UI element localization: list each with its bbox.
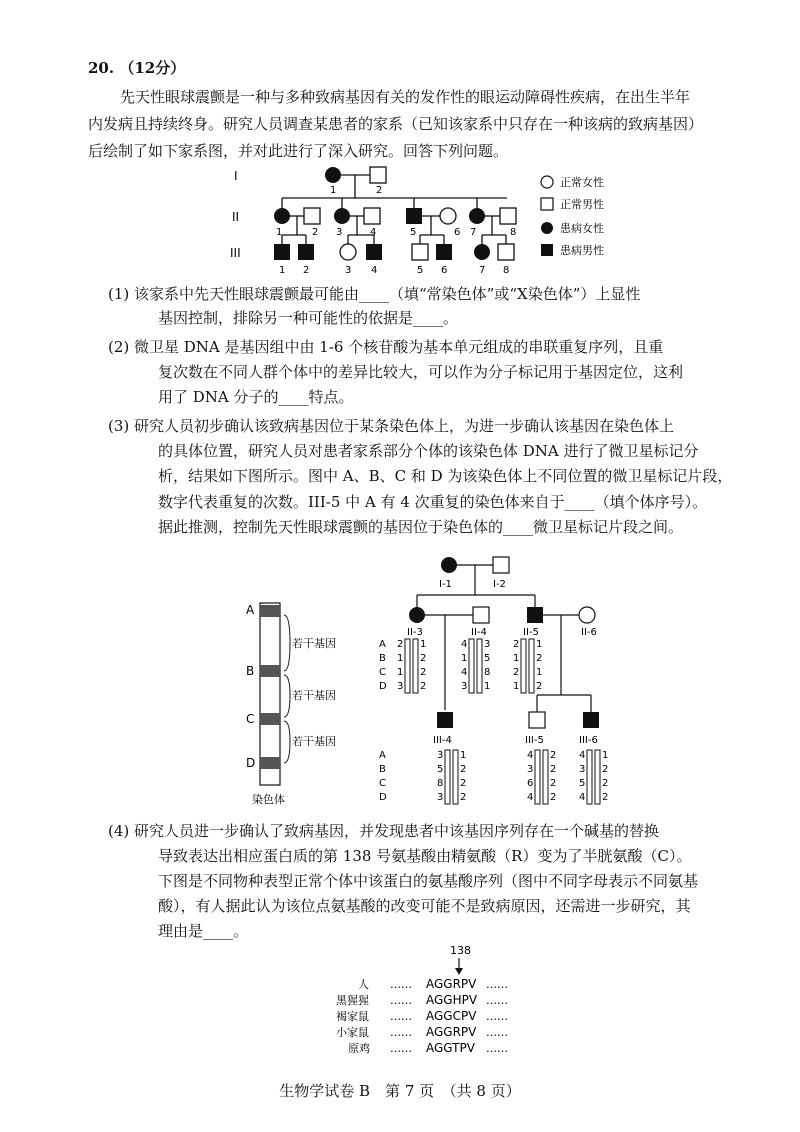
III-1-affected-male xyxy=(274,244,290,260)
III6-marker-A-right: 1 xyxy=(602,750,609,761)
II3-chromosome-bar-1 xyxy=(405,639,410,693)
III5-marker-B-right: 2 xyxy=(550,764,557,775)
gene-gap-label-1: 若干基因 xyxy=(292,637,336,650)
intro-line-2: 内发病且持续终身。研究人员调查某患者的家系（已知该家系中只存在一种该病的致病基因） xyxy=(88,115,704,133)
label-II-3: 3 xyxy=(336,227,343,238)
III-5-normal-male xyxy=(412,244,428,260)
II3-marker-D-left: 3 xyxy=(397,681,404,692)
legend-affected-female: 患病女性 xyxy=(560,222,604,235)
species-chicken: 原鸡 xyxy=(348,1042,370,1055)
label-III-8: 8 xyxy=(503,265,510,276)
gene-gap-label-3: 若干基因 xyxy=(292,735,336,748)
legend-affected-male: 患病男性 xyxy=(560,244,604,257)
legend-normal-male-symbol xyxy=(541,198,553,210)
label-III-6: 6 xyxy=(441,265,448,276)
II5-chromosome-bar-2 xyxy=(529,639,534,693)
III-5-normal-male-node xyxy=(529,712,545,728)
II5-marker-A-left: 2 xyxy=(513,639,520,650)
page-footer: 生物学试卷 B 第 7 页 （共 8 页） xyxy=(279,1082,521,1100)
q4-line-4: 酸），有人据此认为该位点氨基酸的改变可能不是致病原因，还需进一步研究，其 xyxy=(158,897,691,915)
I-1-affected-female-node xyxy=(441,557,457,573)
III5-chromosome-bar-1 xyxy=(535,750,540,804)
species-human: 人 xyxy=(358,978,369,991)
chromosome-diagram xyxy=(240,595,360,810)
label-III-5: 5 xyxy=(417,265,424,276)
chromosome-caption: 染色体 xyxy=(252,793,285,806)
label-III-5-node: III-5 xyxy=(525,735,544,746)
II4-marker-D-right: 1 xyxy=(484,681,491,692)
I-2-normal-male-node xyxy=(493,557,509,573)
q2-line-3: 用了 DNA 分子的____特点。 xyxy=(158,388,354,406)
gen-label-II: II xyxy=(232,210,240,224)
III4-marker-C-right: 2 xyxy=(460,778,467,789)
row-letter-C-bottom: C xyxy=(379,778,386,789)
II4-marker-D-left: 3 xyxy=(461,681,468,692)
label-I-2-node: I-2 xyxy=(493,579,506,590)
seq-human: AGGRPV xyxy=(426,977,477,991)
label-III-7: 7 xyxy=(479,265,486,276)
III6-marker-C-left: 5 xyxy=(579,778,586,789)
III-4-affected-male xyxy=(366,244,382,260)
II5-marker-D-right: 2 xyxy=(536,681,543,692)
q3-line-4: 数字代表重复的次数。III-5 中 A 有 4 次重复的染色体来自于____（填个体序号）。 xyxy=(158,493,708,511)
seq-mouse: AGGRPV xyxy=(426,1025,477,1039)
II5-marker-B-right: 2 xyxy=(536,653,543,664)
III5-marker-C-right: 2 xyxy=(550,778,557,789)
II5-marker-C-left: 2 xyxy=(513,667,520,678)
III5-marker-D-right: 2 xyxy=(550,792,557,803)
II-3-affected-female xyxy=(334,208,350,224)
II4-marker-A-left: 4 xyxy=(461,639,468,650)
II4-chromosome-bar-2 xyxy=(477,639,482,693)
II3-marker-A-left: 2 xyxy=(397,639,404,650)
marker-label-B: B xyxy=(246,664,255,678)
marker-B-band xyxy=(260,665,280,677)
dots-left-5: …… xyxy=(390,1042,412,1055)
q3-line-5: 据此推测，控制先天性眼球震颤的基因位于染色体的____微卫星标记片段之间。 xyxy=(158,518,684,536)
III4-marker-B-left: 5 xyxy=(437,764,444,775)
q4-line-3: 下图是不同物种表型正常个体中该蛋白的氨基酸序列（图中不同字母表示不同氨基 xyxy=(158,872,699,890)
label-III-2: 2 xyxy=(303,265,310,276)
dots-left-3: …… xyxy=(390,1010,412,1023)
III-4-affected-male-node xyxy=(437,712,453,728)
gen-label-I: I xyxy=(234,169,238,183)
intro-line-3: 后绘制了如下家系图，并对此进行了深入研究。回答下列问题。 xyxy=(88,142,509,160)
marker-label-C: C xyxy=(246,712,255,726)
seq-chimpanzee: AGGHPV xyxy=(426,993,478,1007)
legend-normal-male: 正常男性 xyxy=(560,198,604,211)
marker-D-band xyxy=(260,757,280,769)
III6-chromosome-bar-2 xyxy=(595,750,600,804)
q1-line-2: 基因控制，排除另一种可能性的依据是____。 xyxy=(158,309,459,327)
II4-marker-C-right: 8 xyxy=(484,667,491,678)
gene-gap-label-2: 若干基因 xyxy=(292,689,336,702)
dots-left-2: …… xyxy=(390,994,412,1007)
label-II-6-node: II-6 xyxy=(581,627,597,638)
seq-chicken: AGGTPV xyxy=(426,1041,475,1055)
q2-line-1: (2) 微卫星 DNA 是基因组中由 1-6 个核苷酸为基本单元组成的串联重复序列，且重 xyxy=(108,338,664,356)
label-III-1: 1 xyxy=(279,265,286,276)
II3-marker-A-right: 1 xyxy=(420,639,427,650)
question-number xyxy=(88,57,185,79)
III6-chromosome-bar-1 xyxy=(587,750,592,804)
II-4-normal-male xyxy=(364,208,380,224)
label-II-7: 7 xyxy=(470,227,477,238)
II-8-normal-male xyxy=(500,208,516,224)
II3-marker-B-left: 1 xyxy=(397,653,404,664)
dots-right-5: …… xyxy=(486,1042,508,1055)
III-2-affected-male xyxy=(298,244,314,260)
I-1-affected-female xyxy=(325,167,341,183)
II3-marker-C-right: 2 xyxy=(420,667,427,678)
dots-right-4: …… xyxy=(486,1026,508,1039)
III5-marker-A-left: 4 xyxy=(527,750,534,761)
label-II-6: 6 xyxy=(454,227,461,238)
q4-line-2: 导致表达出相应蛋白质的第 138 号氨基酸由精氨酸（R）变为了半胱氨酸（C）。 xyxy=(158,847,692,865)
III5-marker-B-left: 3 xyxy=(527,764,534,775)
II-5-affected-male-node xyxy=(527,607,543,623)
q4-line-1: (4) 研究人员进一步确认了致病基因，并发现患者中该基因序列存在一个碱基的替换 xyxy=(108,822,660,840)
position-138-label: 138 xyxy=(450,944,471,957)
label-II-5: 5 xyxy=(410,227,417,238)
II-3-affected-female-node xyxy=(409,607,425,623)
III5-marker-D-left: 4 xyxy=(527,792,534,803)
III4-marker-A-right: 1 xyxy=(460,750,467,761)
q2-line-2: 复次数在不同人群个体中的差异比较大，可以作为分子标记用于基因定位，这利 xyxy=(158,363,684,381)
II-7-affected-female xyxy=(469,208,485,224)
gen-label-III: III xyxy=(230,246,241,260)
II4-marker-B-right: 5 xyxy=(484,653,491,664)
II3-marker-B-right: 2 xyxy=(420,653,427,664)
III6-marker-B-right: 2 xyxy=(602,764,609,775)
III6-marker-D-left: 4 xyxy=(579,792,586,803)
II4-chromosome-bar-1 xyxy=(469,639,474,693)
row-letter-B-top: B xyxy=(379,653,386,664)
III5-marker-C-left: 6 xyxy=(527,778,534,789)
label-II-1: 1 xyxy=(276,227,283,238)
q3-line-3: 析，结果如下图所示。图中 A、B、C 和 D 为该染色体上不同位置的微卫星标记片段， xyxy=(158,467,733,485)
label-I-2: 2 xyxy=(376,185,383,196)
intro-line-1: 先天性眼球震颤是一种与多种致病基因有关的发作性的眼运动障碍性疾病，在出生半年 xyxy=(120,88,691,106)
II5-chromosome-bar-1 xyxy=(521,639,526,693)
seq-rat: AGGCPV xyxy=(426,1009,477,1023)
III6-marker-D-right: 2 xyxy=(602,792,609,803)
legend-normal-female: 正常女性 xyxy=(560,176,604,189)
species-chimpanzee: 黑猩猩 xyxy=(336,994,369,1007)
dots-right-3: …… xyxy=(486,1010,508,1023)
q1-line-1: (1) 该家系中先天性眼球震颤最可能由____（填“常染色体”或“X染色体”）上显性 xyxy=(108,285,641,303)
II4-marker-B-left: 1 xyxy=(461,653,468,664)
marker-A-band xyxy=(260,605,280,617)
III5-chromosome-bar-2 xyxy=(543,750,548,804)
II-6-normal-female xyxy=(440,208,456,224)
legend-affected-female-symbol xyxy=(541,222,553,234)
III-6-affected-male xyxy=(436,244,452,260)
label-III-6-node: III-6 xyxy=(579,735,598,746)
II4-marker-C-left: 4 xyxy=(461,667,468,678)
II4-marker-A-right: 3 xyxy=(484,639,491,650)
III4-marker-D-left: 3 xyxy=(437,792,444,803)
q3-line-1: (3) 研究人员初步确认该致病基因位于某条染色体上，为进一步确认该基因在染色体上 xyxy=(108,417,675,435)
III4-marker-C-left: 8 xyxy=(437,778,444,789)
label-I-1: 1 xyxy=(330,185,337,196)
II5-marker-C-right: 1 xyxy=(536,667,543,678)
dots-right-1: …… xyxy=(486,978,508,991)
sequence-alignment xyxy=(330,940,550,1060)
label-II-2: 2 xyxy=(312,227,319,238)
q4-line-5: 理由是____。 xyxy=(158,922,249,940)
dots-left-1: …… xyxy=(390,978,412,991)
pedigree-chart-1 xyxy=(220,160,640,280)
III4-chromosome-bar-1 xyxy=(445,750,450,804)
row-letter-A-bottom: A xyxy=(379,750,386,761)
II5-marker-D-left: 1 xyxy=(513,681,520,692)
label-I-1-node: I-1 xyxy=(439,579,452,590)
row-letter-A-top: A xyxy=(379,639,386,650)
II-4-normal-male-node xyxy=(473,607,489,623)
marker-label-D: D xyxy=(246,756,256,770)
label-II-8: 8 xyxy=(510,227,517,238)
III-7-affected-female xyxy=(474,244,490,260)
label-III-4: 4 xyxy=(371,265,378,276)
row-letter-B-bottom: B xyxy=(379,764,386,775)
label-II-4: 4 xyxy=(370,227,377,238)
III5-marker-A-right: 2 xyxy=(550,750,557,761)
III-6-affected-male-node xyxy=(583,712,599,728)
III6-marker-C-right: 2 xyxy=(602,778,609,789)
species-rat: 褐家鼠 xyxy=(336,1010,369,1023)
I-2-normal-male xyxy=(370,167,386,183)
row-letter-D-bottom: D xyxy=(379,792,387,803)
label-II-4-node: II-4 xyxy=(471,627,487,638)
III-3-normal-female xyxy=(340,244,356,260)
II5-marker-B-left: 1 xyxy=(513,653,520,664)
II-2-normal-male xyxy=(304,208,320,224)
III6-marker-A-left: 4 xyxy=(579,750,586,761)
III4-chromosome-bar-2 xyxy=(453,750,458,804)
row-letter-D-top: D xyxy=(379,681,387,692)
II3-marker-D-right: 2 xyxy=(420,681,427,692)
question-score: （12分） xyxy=(119,59,186,77)
legend-normal-female-symbol xyxy=(541,176,553,188)
III6-marker-B-left: 3 xyxy=(579,764,586,775)
dots-left-4: …… xyxy=(390,1026,412,1039)
III4-marker-D-right: 2 xyxy=(460,792,467,803)
legend-affected-male-symbol xyxy=(541,244,553,256)
III4-marker-B-right: 2 xyxy=(460,764,467,775)
q3-line-2: 的具体位置，研究人员对患者家系部分个体的该染色体 DNA 进行了微卫星标记分 xyxy=(158,442,699,460)
label-III-3: 3 xyxy=(345,265,352,276)
dots-right-2: …… xyxy=(486,994,508,1007)
II5-marker-A-right: 1 xyxy=(536,639,543,650)
question-number-text: 20. xyxy=(88,59,115,77)
II-1-affected-female xyxy=(274,208,290,224)
label-II-5-node: II-5 xyxy=(523,627,539,638)
marker-C-band xyxy=(260,713,280,725)
II3-marker-C-left: 1 xyxy=(397,667,404,678)
II-5-affected-male xyxy=(406,208,422,224)
species-mouse: 小家鼠 xyxy=(336,1026,369,1039)
pedigree-chart-2 xyxy=(375,545,630,810)
marker-label-A: A xyxy=(246,603,255,617)
label-II-3-node: II-3 xyxy=(407,627,423,638)
II-6-normal-female-node xyxy=(579,607,595,623)
label-III-4-node: III-4 xyxy=(433,735,452,746)
III-8-normal-male xyxy=(498,244,514,260)
II3-chromosome-bar-2 xyxy=(413,639,418,693)
row-letter-C-top: C xyxy=(379,667,386,678)
III4-marker-A-left: 3 xyxy=(437,750,444,761)
